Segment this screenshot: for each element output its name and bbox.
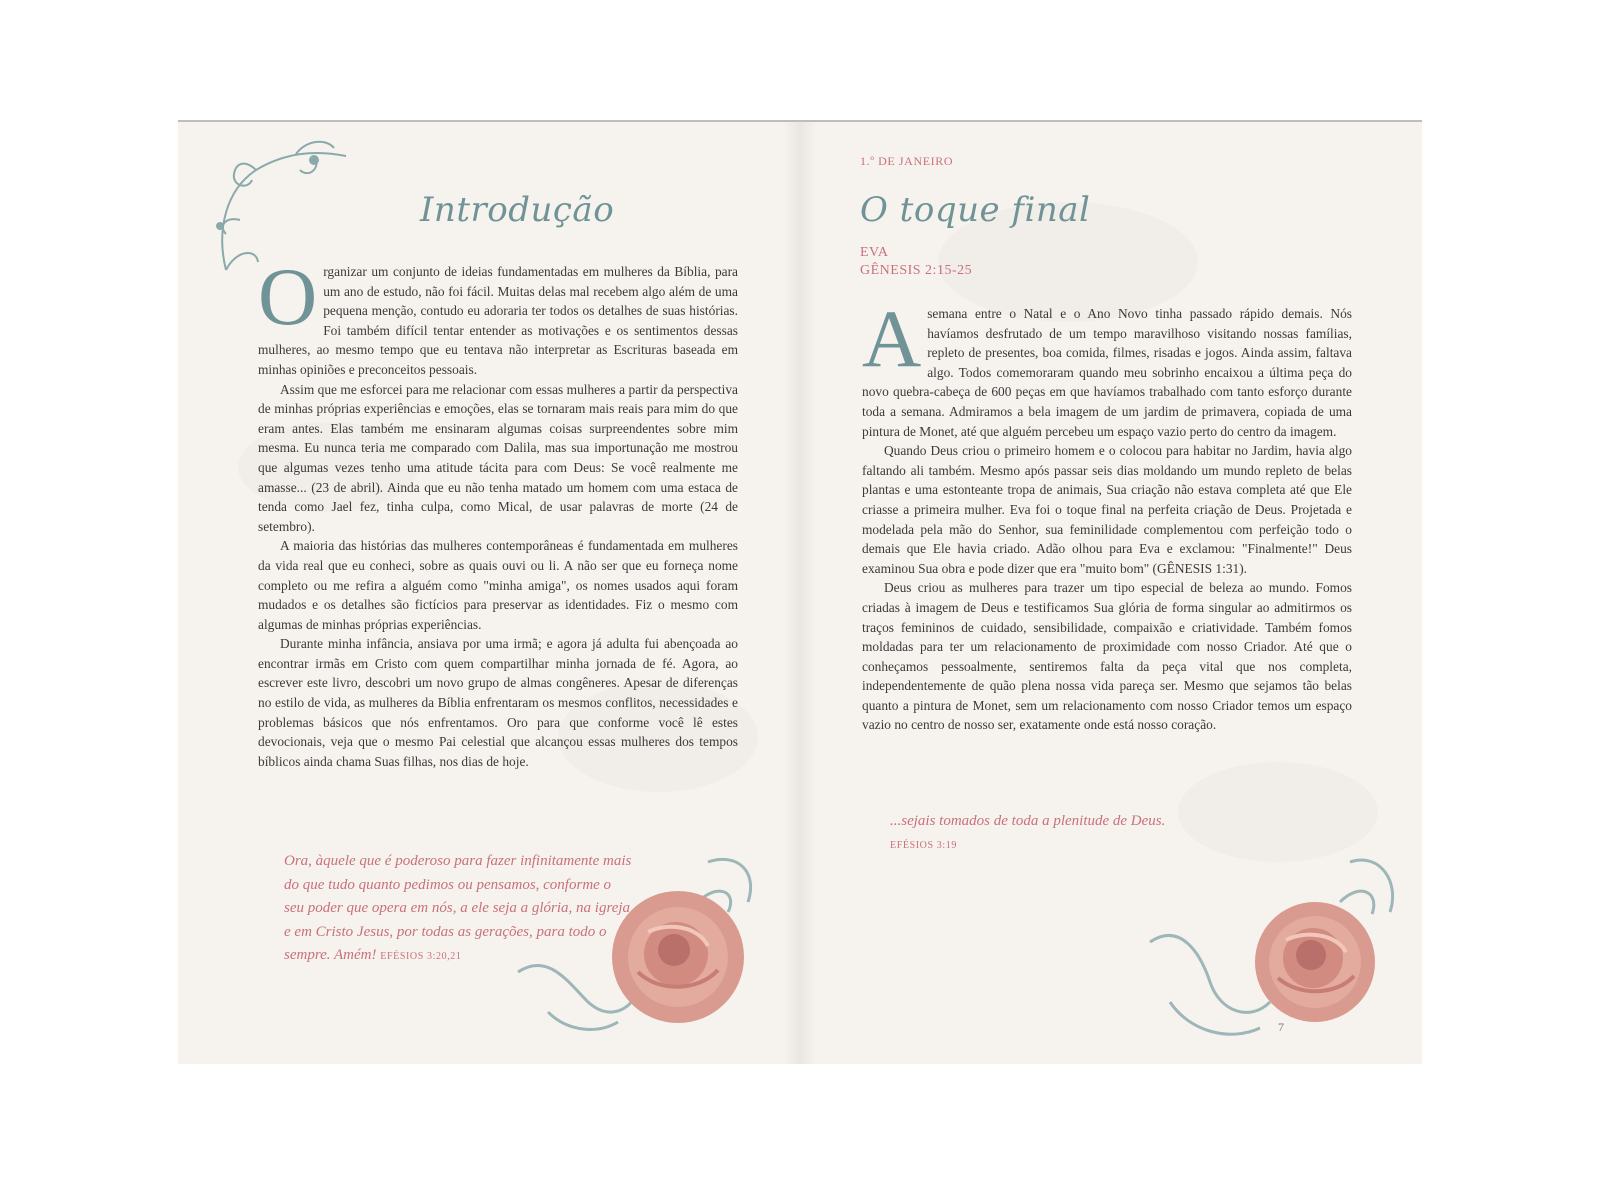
quote-reference: EFÉSIOS 3:19	[890, 840, 957, 851]
paragraph: Assim que me esforcei para me relacionar com essas mulheres a partir da perspectiva de minhas próprias experiências e emoções, elas se tornaram mais reais para mim do que eram antes. Elas também me ensinaram algumas coisas surpreendentes sobre mim mesma. Eu nunca teria me comparado com Dalila, mas sua importunação me mostrou que algumas vezes tenho uma atitude tácita para com Deus: Se você realmente me amasse... (23 de abril). Ainda que eu não tenha matado um homem com uma estaca de tenda como Jael fez, tinha culpa, como Mical, de usar palavras de morte (24 de setembro).	[258, 381, 738, 534]
paragraph: Deus criou as mulheres para trazer um tipo especial de beleza ao mundo. Fomos criadas à imagem de Deus e testificamos Sua glória de forma singular ao admitirmos os traços femininos de cuidado, sensibilidade, compaixão e criatividade. Também fomos moldadas para ter um relacionamento de proximidade com nosso Criador. Até que o conheçamos pessoalmente, sentiremos falta da peça vital que nos completa, independentemente de quão plena nossa vida pareça ser. Mesmo que sejamos tão belas quanto a pintura de Monet, sem um relacionamento com nosso Criador temos um espaço vazio no centro de nosso ser, exatamente onde está nosso coração.	[862, 580, 1352, 733]
page-number: 7	[1278, 1020, 1284, 1034]
right-page	[800, 122, 1422, 1064]
date-label: 1.º DE JANEIRO	[860, 154, 954, 168]
drop-cap: A	[862, 293, 922, 384]
subtitle-reference: GÊNESIS 2:15-25	[860, 263, 973, 278]
paragraph: Organizar um conjunto de ideias fundamentadas em mulheres da Bíblia, para um ano de estudo, não foi fácil. Muitas delas mal recebem algo além de uma pequena menção, contudo eu adoraria ter todos os detalhes de suas histórias. Foi também difícil tentar entender as motivações e os sentimentos dessas mulheres, ao mesmo tempo que eu tentava não interpretar as Escrituras baseada em minhas opiniões e preconceitos pessoais.	[258, 251, 738, 377]
drop-cap: O	[258, 251, 318, 342]
rose-with-flourish-icon	[1140, 852, 1410, 1052]
book-spread	[178, 120, 1422, 1064]
page-title: O toque final	[860, 190, 1091, 230]
devotional-body	[862, 293, 1352, 735]
paragraph: Durante minha infância, ansiava por uma irmã; e agora já adulta fui abençoada ao encontrar irmãs em Cristo com quem compartilhar minha jornada de fé. Agora, ao escrever este livro, descobri um novo grupo de almas congêneres. Apesar de diferenças no estilo de vida, as mulheres da Bíblia enfrentaram os mesmos conflitos, necessidades e problemas básicos que nós enfrentamos. Oro para que conforme você lê estes devocionais, veja que o mesmo Pai celestial que alcançou essas mulheres dos tempos bíblicos ainda chama Suas filhas, nos dias de hoje.	[258, 636, 738, 769]
closing-quote: Ora, àquele que é poderoso para fazer infinitamente mais do que tudo quanto pedimos ou pensamos, conforme o seu poder que opera em nós, a ele seja a glória, na igreja e em Cristo Jesus, por todas as gerações, para todo o sempre. Amém! EFÉSIOS 3:20,21	[284, 853, 632, 963]
quote-reference: EFÉSIOS 3:20,21	[380, 951, 462, 962]
closing-quote: ...sejais tomados de toda a plenitude de Deus.	[890, 813, 1166, 829]
devotional-subtitle	[860, 244, 972, 280]
intro-body	[258, 251, 738, 771]
paragraph: Asemana entre o Natal e o Ano Novo tinha passado rápido demais. Nós havíamos desfrutado de um tempo maravilhoso visitando nossas famílias, repleto de presentes, boa comida, filmes, risadas e jogos. Ainda assim, faltava algo. Todos comemoraram quando meu sobrinho encaixou a última peça do novo quebra-cabeça de 600 peças em que havíamos trabalhado com tanto esforço durante toda a semana. Admiramos a bela imagem de um jardim de primavera, copiada de uma pintura de Monet, até que alguém percebeu um espaço vazio perto do centro da imagem.	[862, 293, 1352, 439]
paragraph: Quando Deus criou o primeiro homem e o colocou para habitar no Jardim, havia algo faltando ali também. Mesmo após passar seis dias moldando um mundo repleto de belas plantas e uma estonteante tropa de animais, Sua criação não estava completa até que Ele criasse a primeira mulher. Eva foi o toque final na perfeita criação de Deus. Projetada e modelada pela mão do Senhor, sua feminilidade complementou com perfeição todo o demais que Ele havia criado. Adão olhou para Eva e exclamou: "Finalmente!" Deus examinou Sua obra e pode dizer que era "muito bom" (GÊNESIS 1:31).	[862, 443, 1352, 576]
subtitle-name: EVA	[860, 245, 889, 260]
paragraph: A maioria das histórias das mulheres contemporâneas é fundamentada em mulheres da vida real que eu conheci, sobre as quais ouvi ou li. A não ser que eu forneça nome completo ou me refira a alguém como "minha amiga", os nomes usados aqui foram mudados e os detalhes são fictícios para preservar as identidades. Fiz o mesmo com algumas de minhas próprias experiências.	[258, 538, 738, 632]
left-page	[178, 122, 800, 1064]
page-title: Introdução	[420, 190, 615, 230]
rose-with-flourish-icon	[508, 842, 768, 1042]
